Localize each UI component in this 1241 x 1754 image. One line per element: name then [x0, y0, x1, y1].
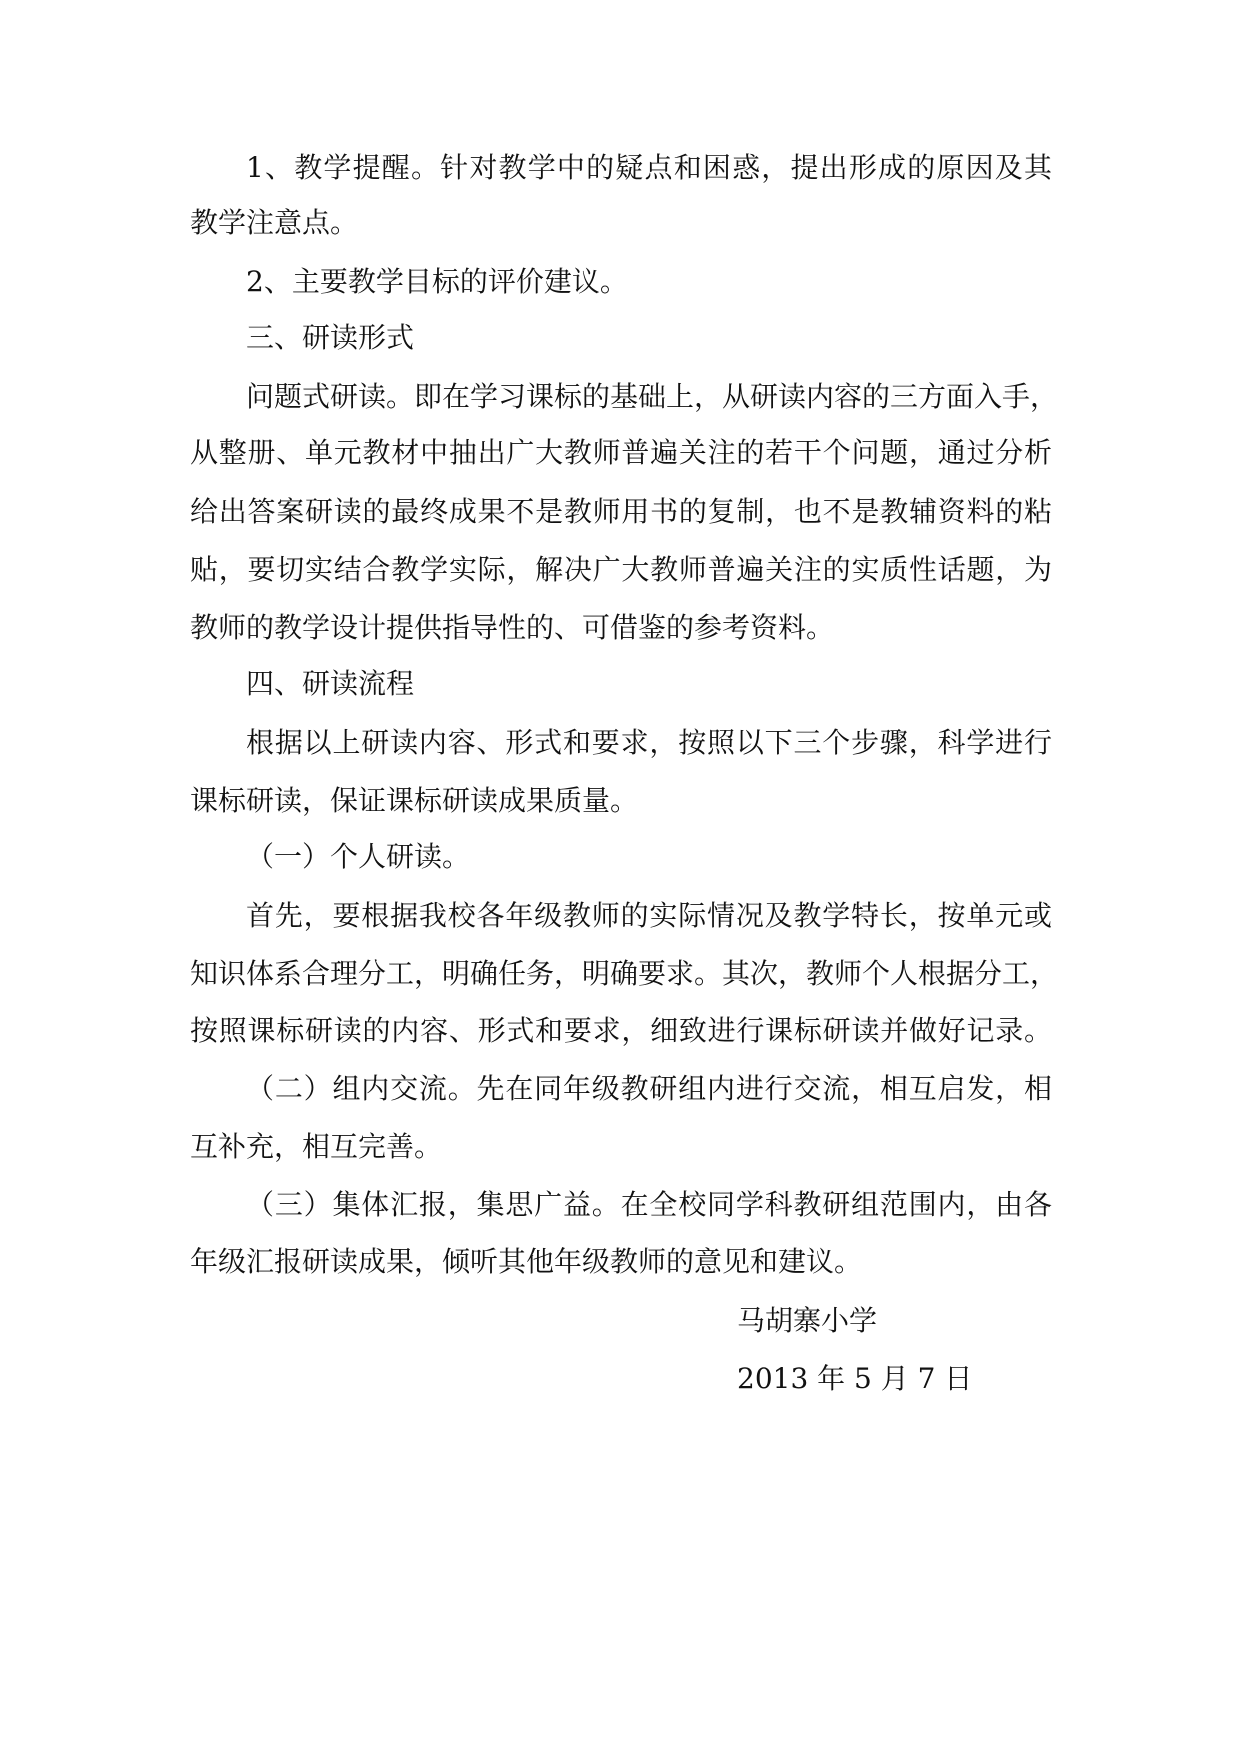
- signature-date: 2013 年 5 月 7 日: [737, 1362, 973, 1395]
- paragraph-line: 按照课标研读的内容、形式和要求，细致进行课标研读并做好记录。: [190, 1014, 1052, 1047]
- section-heading: 三、研读形式: [246, 321, 415, 354]
- paragraph-line: 从整册、单元教材中抽出广大教师普遍关注的若干个问题，通过分析: [190, 436, 1052, 469]
- paragraph-line: 课标研读，保证课标研读成果质量。: [190, 784, 639, 817]
- paragraph-line: 贴，要切实结合教学实际，解决广大教师普遍关注的实质性话题，为: [190, 553, 1052, 586]
- paragraph-line: 问题式研读。即在学习课标的基础上，从研读内容的三方面入手，: [246, 380, 1059, 413]
- paragraph-line: 互补充，相互完善。: [190, 1130, 443, 1163]
- paragraph-line: 教学注意点。: [190, 206, 359, 239]
- paragraph-line: 首先，要根据我校各年级教师的实际情况及教学特长，按单元或: [246, 899, 1052, 932]
- paragraph-line: （三）集体汇报，集思广益。在全校同学科教研组范围内，由各: [246, 1188, 1052, 1221]
- section-heading: 四、研读流程: [246, 667, 415, 700]
- paragraph-line: 年级汇报研读成果，倾听其他年级教师的意见和建议。: [190, 1245, 863, 1278]
- paragraph-line: 1、教学提醒。针对教学中的疑点和困惑，提出形成的原因及其: [246, 151, 1052, 184]
- signature-organization: 马胡寨小学: [737, 1304, 878, 1337]
- subsection-heading: （一）个人研读。: [246, 840, 471, 873]
- paragraph-line: 2、主要教学目标的评价建议。: [246, 265, 628, 298]
- paragraph-line: （二）组内交流。先在同年级教研组内进行交流，相互启发，相: [246, 1072, 1052, 1105]
- paragraph-line: 知识体系合理分工，明确任务，明确要求。其次，教师个人根据分工，: [190, 957, 1059, 990]
- paragraph-line: 给出答案研读的最终成果不是教师用书的复制，也不是教辅资料的粘: [190, 495, 1052, 528]
- paragraph-line: 教师的教学设计提供指导性的、可借鉴的参考资料。: [190, 611, 835, 644]
- paragraph-line: 根据以上研读内容、形式和要求，按照以下三个步骤，科学进行: [246, 726, 1052, 759]
